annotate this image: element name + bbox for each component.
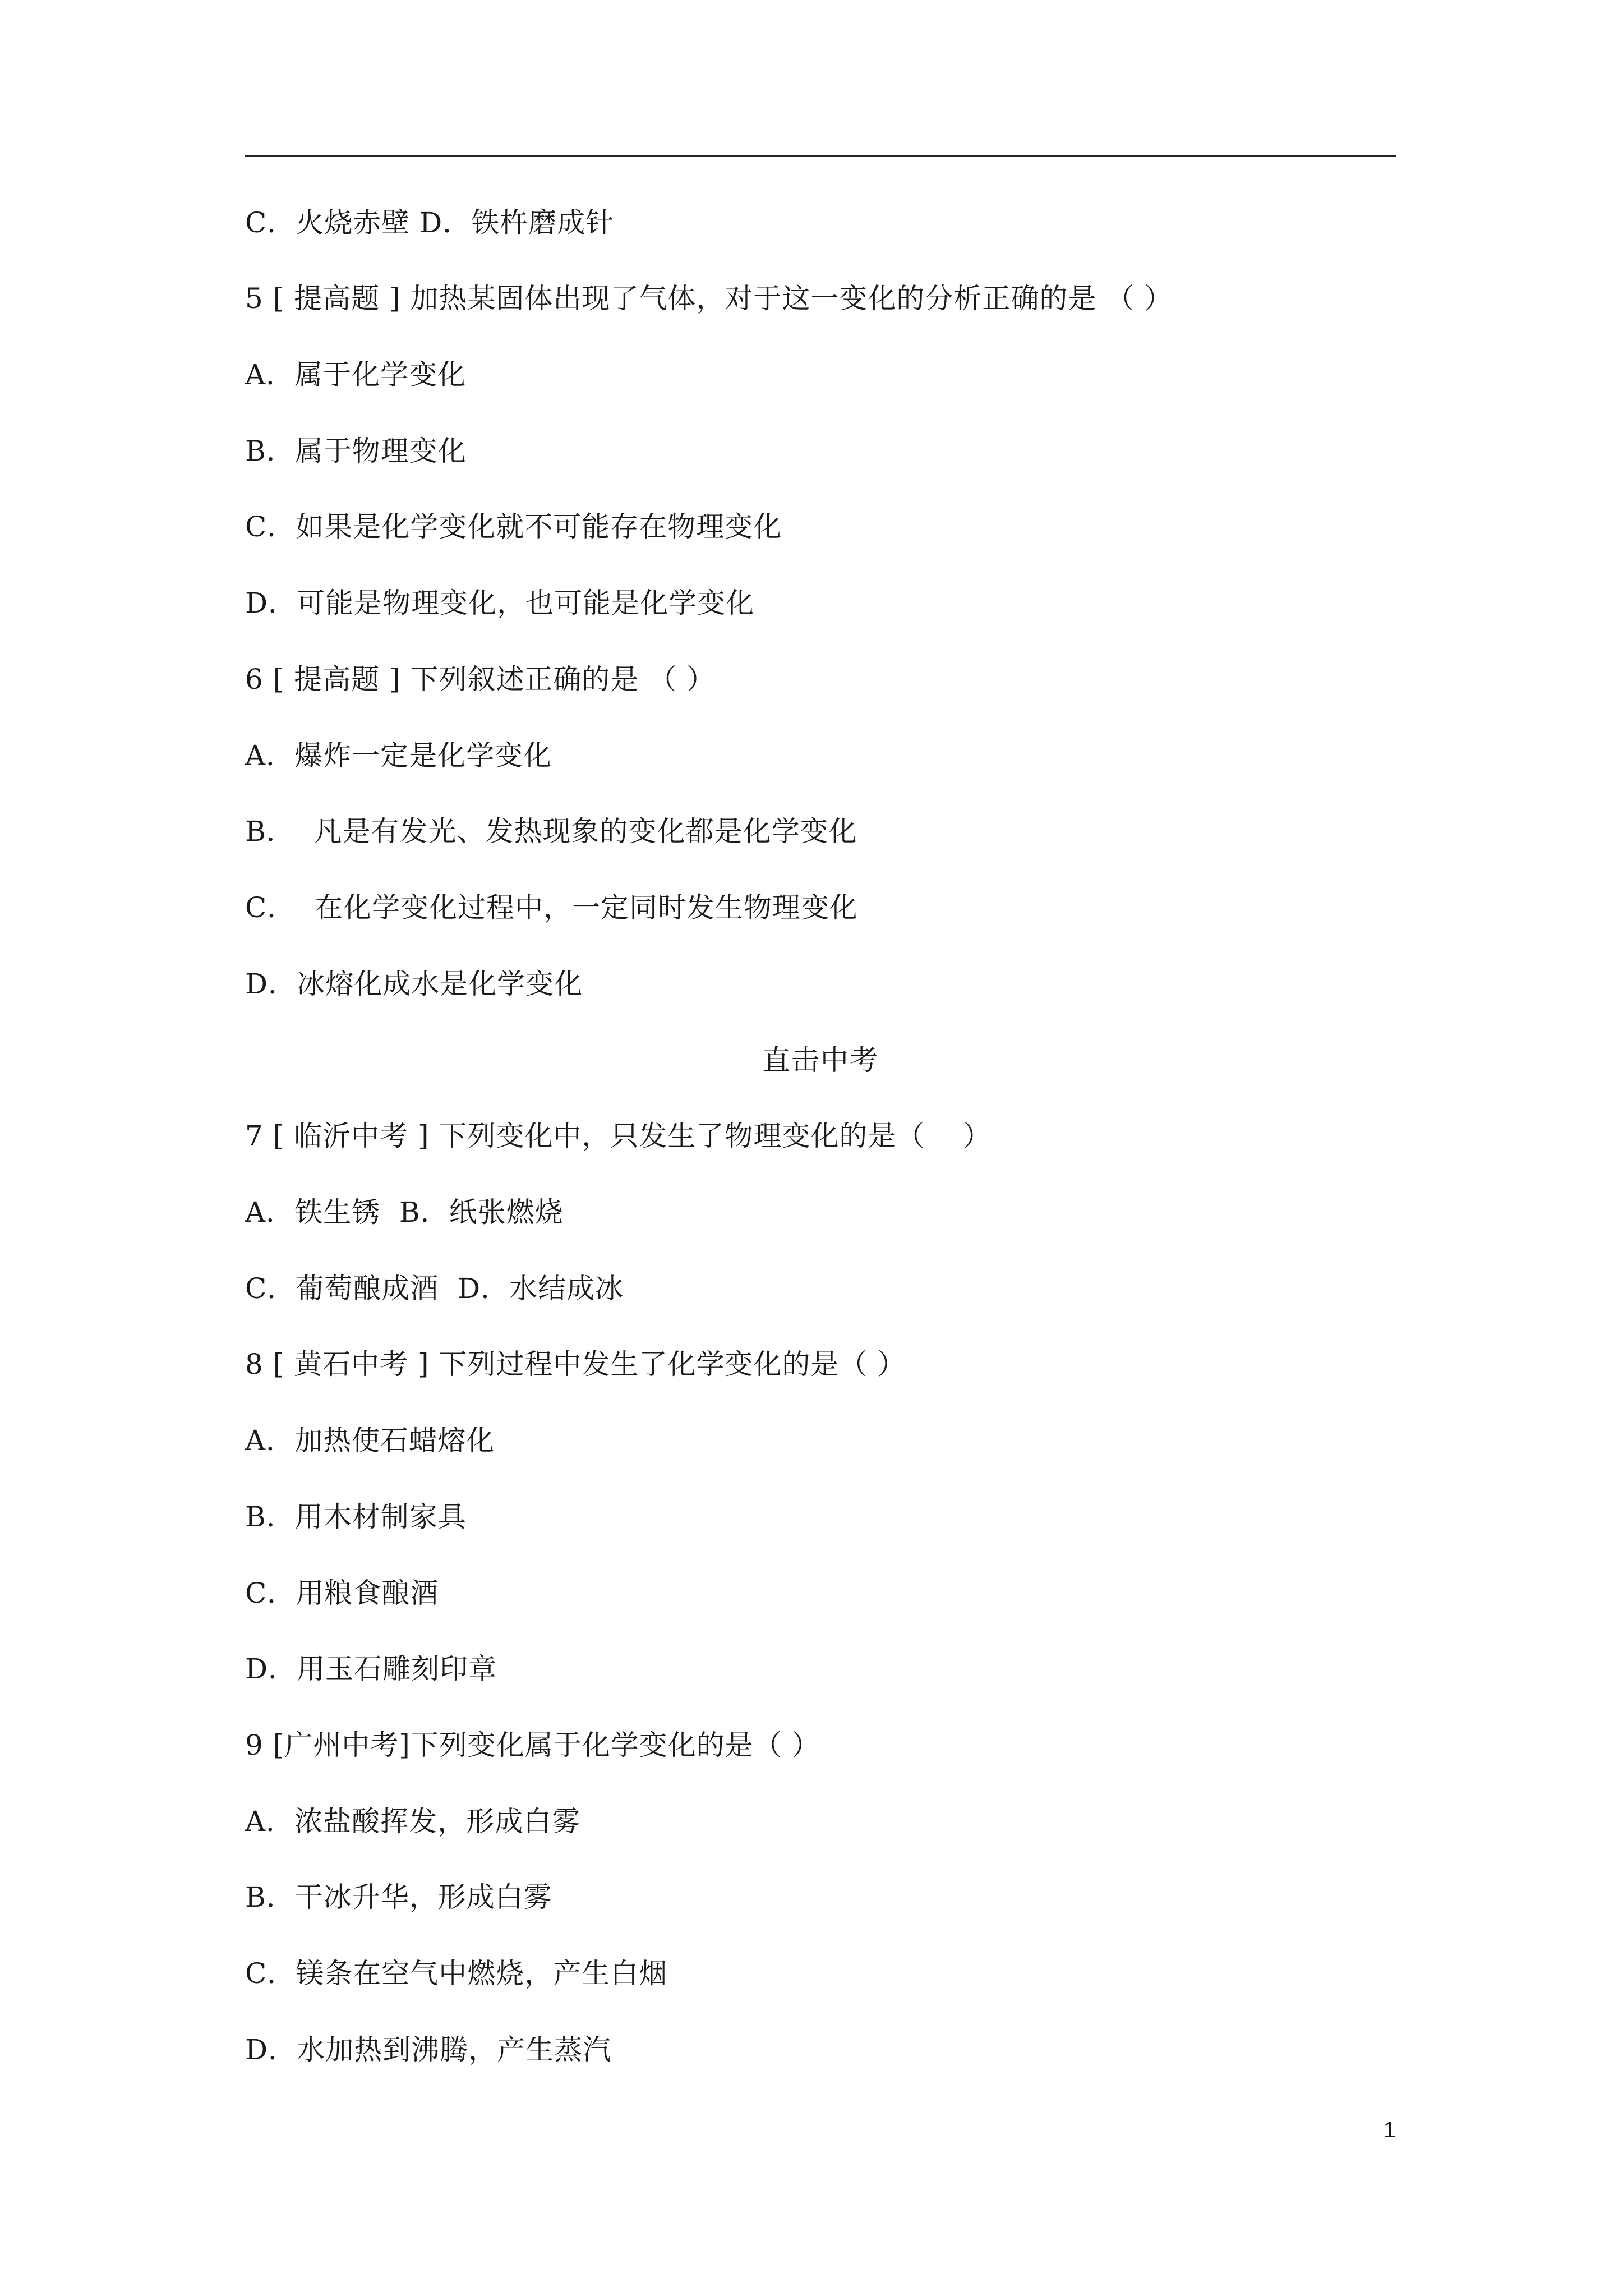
question-9-option-c: C．镁条在空气中燃烧，产生白烟 bbox=[245, 1957, 668, 1990]
question-9-option-a: A．浓盐酸挥发，形成白雾 bbox=[245, 1805, 581, 1838]
question-8-option-c: C．用粮食酿酒 bbox=[245, 1577, 439, 1609]
question-6-option-d: D．冰熔化成水是化学变化 bbox=[245, 968, 583, 1000]
question-5-option-c: C．如果是化学变化就不可能存在物理变化 bbox=[245, 510, 782, 543]
question-6-option-b: B． 凡是有发光、发热现象的变化都是化学变化 bbox=[245, 815, 857, 848]
question-5-option-b: B．属于物理变化 bbox=[245, 435, 467, 467]
question-8-option-d: D．用玉石雕刻印章 bbox=[245, 1653, 497, 1685]
question-5-option-a: A．属于化学变化 bbox=[245, 358, 467, 391]
question-8-option-b: B．用木材制家具 bbox=[245, 1501, 467, 1533]
question-8-option-a: A．加热使石蜡熔化 bbox=[245, 1424, 495, 1457]
section-title: 直击中考 bbox=[762, 1044, 879, 1076]
question-9-option-d: D．水加热到沸腾，产生蒸汽 bbox=[245, 2033, 612, 2066]
question-6-stem: 6 [ 提高题 ] 下列叙述正确的是 （ ） bbox=[245, 663, 716, 696]
page-number: 1 bbox=[1383, 2118, 1396, 2142]
question-7-options-cd: C．葡萄酿成酒 D．水结成冰 bbox=[245, 1272, 624, 1305]
question-7-options-ab: A．铁生锈 B．纸张燃烧 bbox=[245, 1196, 564, 1228]
question-9-stem: 9 [广州中考]下列变化属于化学变化的是（ ） bbox=[245, 1729, 820, 1761]
question-8-stem: 8 [ 黄石中考 ] 下列过程中发生了化学变化的是（ ） bbox=[245, 1348, 906, 1381]
question-9-option-b: B．干冰升华，形成白雾 bbox=[245, 1881, 552, 1913]
header-rule bbox=[245, 155, 1396, 157]
question-6-option-c: C． 在化学变化过程中，一定同时发生物理变化 bbox=[245, 891, 859, 924]
question-5-stem: 5 [ 提高题 ] 加热某固体出现了气体，对于这一变化的分析正确的是 （ ） bbox=[245, 282, 1173, 315]
question-6-option-a: A．爆炸一定是化学变化 bbox=[245, 739, 552, 772]
question-4-options-cd: C．火烧赤壁 D．铁杵磨成针 bbox=[245, 206, 615, 239]
question-7-stem: 7 [ 临沂中考 ] 下列变化中，只发生了物理变化的是（ ） bbox=[245, 1120, 992, 1152]
question-5-option-d: D．可能是物理变化，也可能是化学变化 bbox=[245, 587, 755, 619]
